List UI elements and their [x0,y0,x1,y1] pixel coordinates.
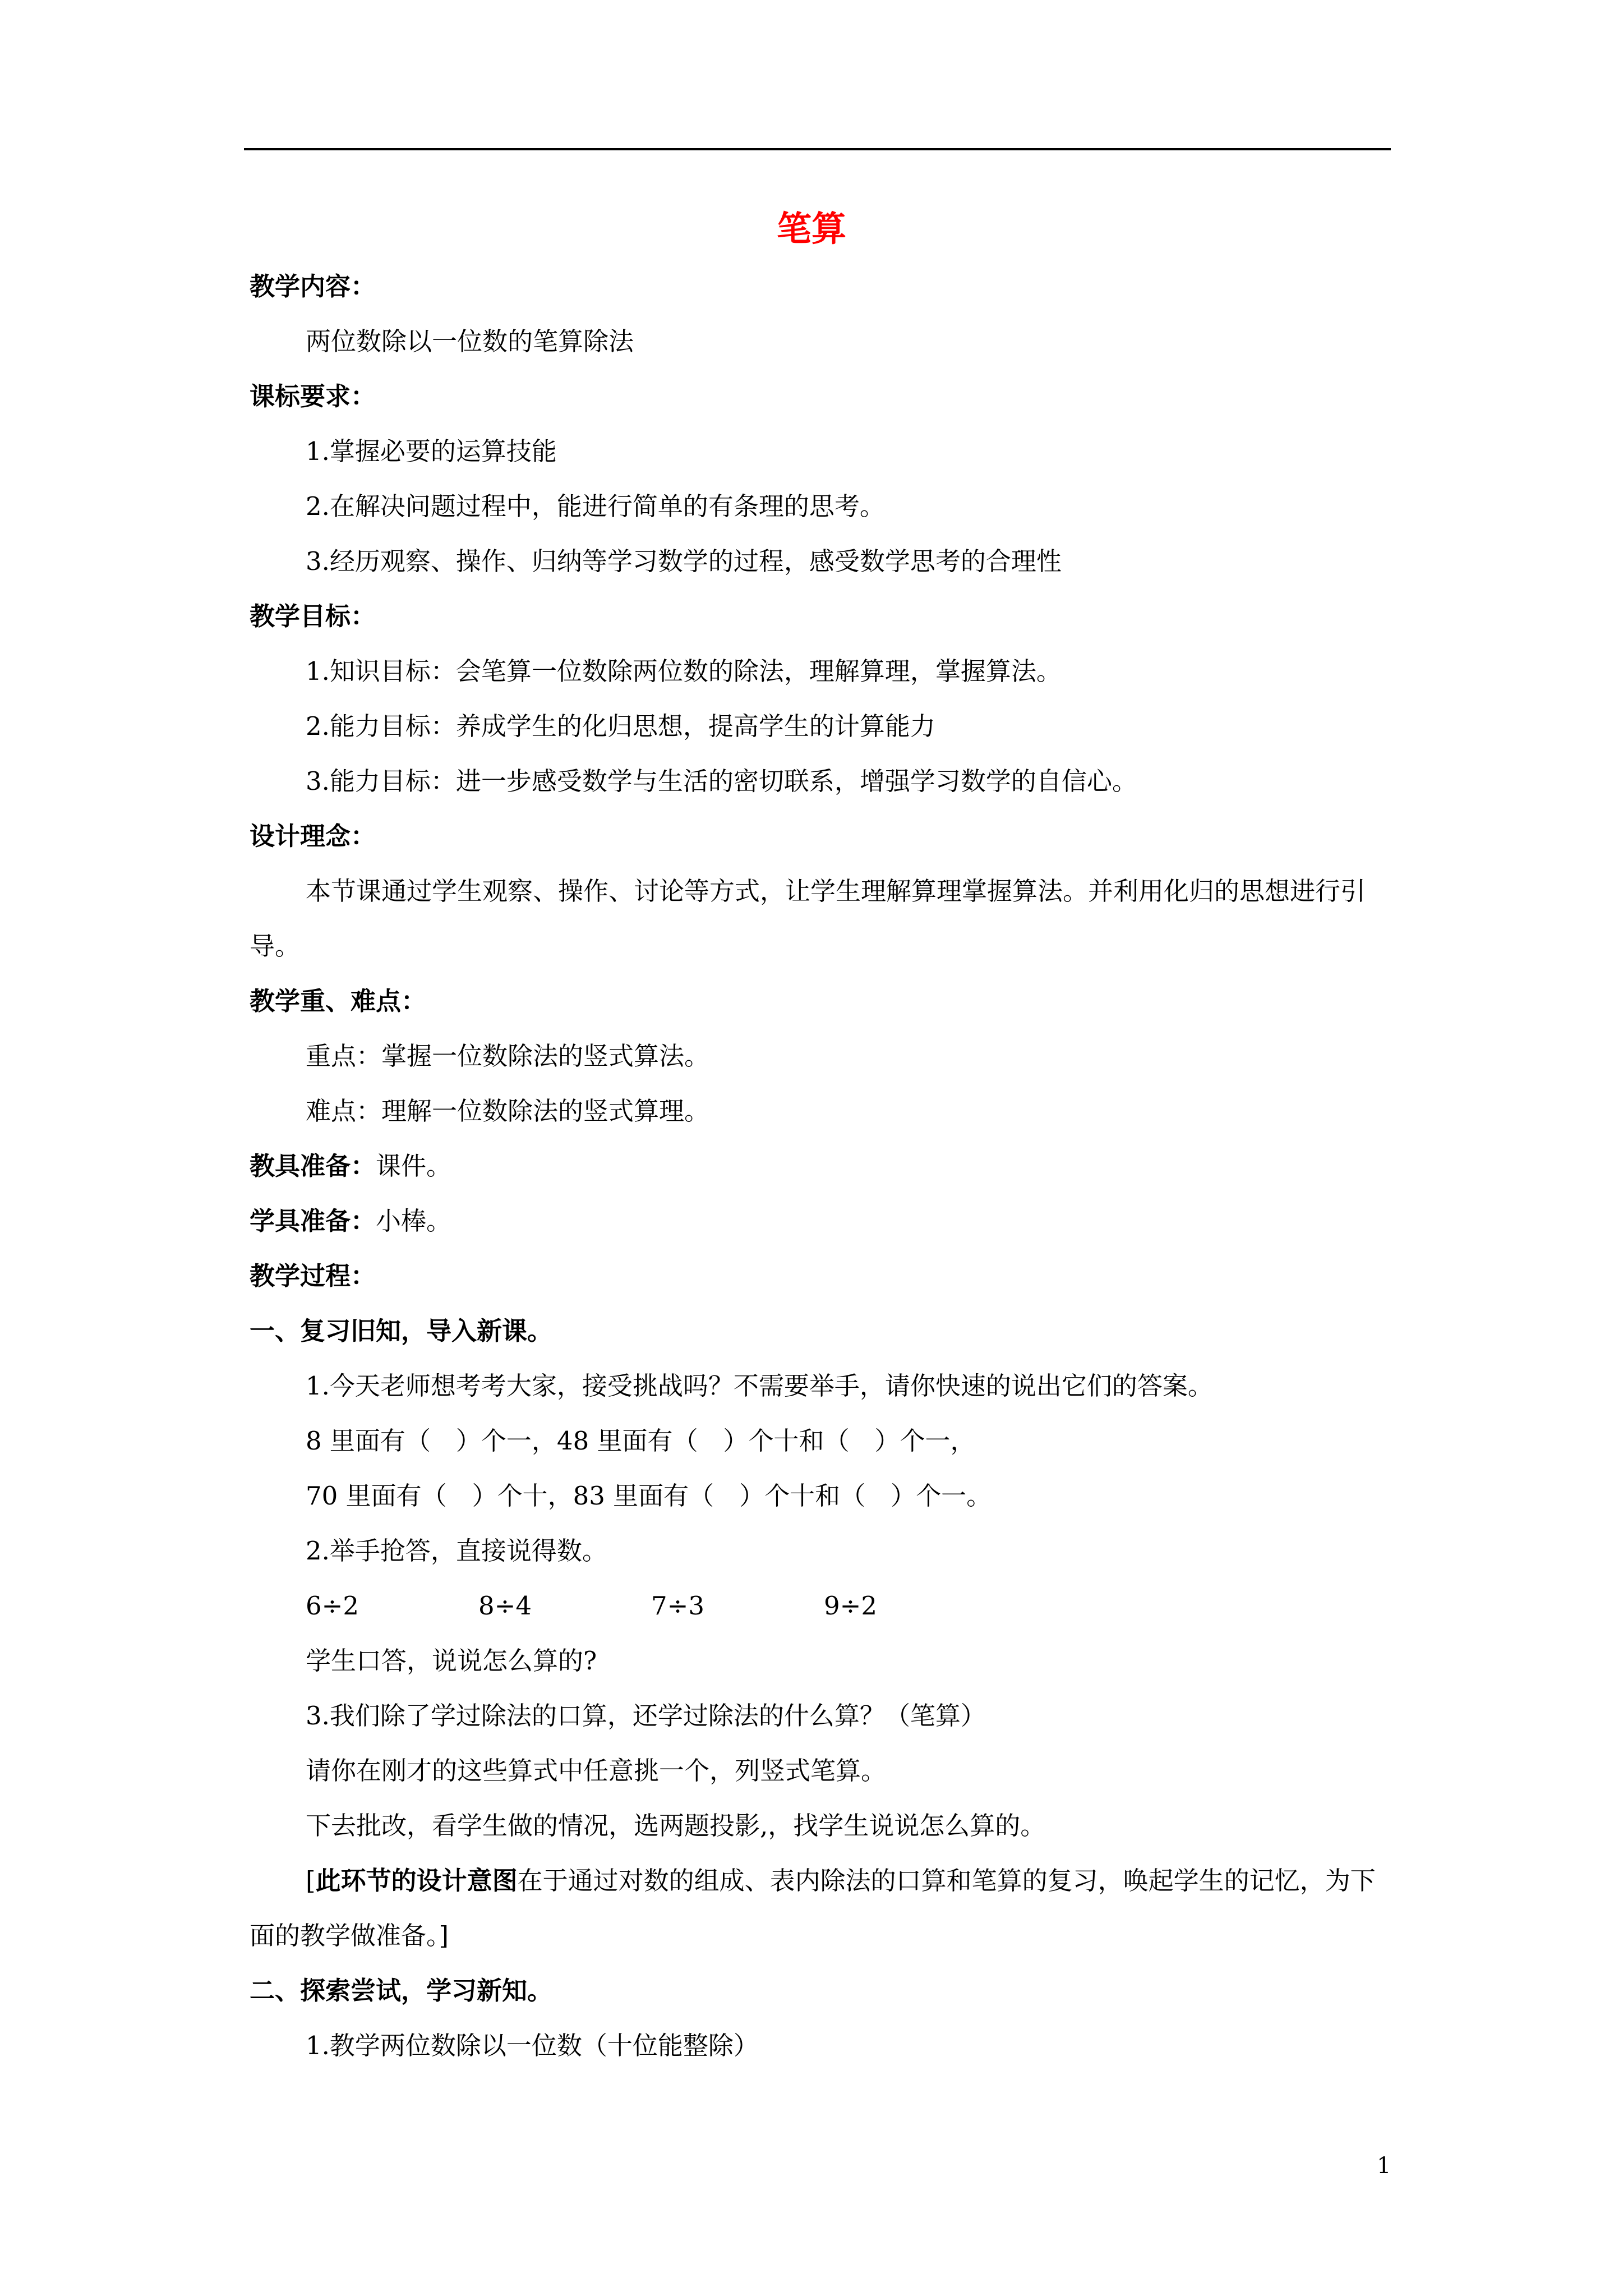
part2-line: 1.教学两位数除以一位数（十位能整除） [306,2031,759,2060]
tool-label: 教具准备： [250,1151,376,1181]
key-item: 重点：掌握一位数除法的竖式算法。 [306,1041,710,1071]
design-note-open: [ [306,1866,316,1895]
part1-line: 70 里面有（ ）个十，83 里面有（ ）个十和（ ）个一。 [306,1481,992,1511]
goal-heading: 教学目标： [250,601,376,631]
header-rule [244,148,1391,150]
tool-line [250,1139,1396,1194]
content-text: 两位数除以一位数的笔算除法 [306,326,634,356]
process-heading: 教学过程： [250,1261,376,1291]
design-note [250,1853,1396,1963]
part2-heading: 二、探索尝试，学习新知。 [250,1976,553,2005]
page-number: 1 [1377,2153,1391,2179]
part1-line: 1.今天老师想考考大家，接受挑战吗？不需要举手，请你快速的说出它们的答案。 [306,1371,1213,1401]
part1-line: 下去批改，看学生做的情况，选两题投影,，找学生说说怎么算的。 [306,1811,1046,1841]
exercise-item: 8÷4 [478,1591,532,1621]
idea-text: 本节课通过学生观察、操作、讨论等方式，让学生理解算理掌握算法。并利用化归的思想进行引导。 [250,876,1366,961]
part1-line: 3.我们除了学过除法的口算，还学过除法的什么算？（笔算） [306,1701,986,1731]
exercise-item: 7÷3 [651,1591,704,1621]
goal-item: 2.能力目标：养成学生的化归思想，提高学生的计算能力 [306,711,935,741]
part1-line: 学生口答，说说怎么算的? [306,1646,597,1676]
document-title: 笔算 [776,208,846,249]
standard-item: 2.在解决问题过程中，能进行简单的有条理的思考。 [306,491,885,521]
part1-heading: 一、复习旧知，导入新课。 [250,1316,553,1346]
part1-line: 2.举手抢答，直接说得数。 [306,1536,607,1566]
standard-item: 1.掌握必要的运算技能 [306,436,557,466]
exercise-item: 6÷2 [306,1591,359,1621]
design-note-text: 在于通过对数的组成、表内除法的口算和笔算的复习，唤起学生的记忆，为下面的教学做准备。] [250,1866,1376,1950]
part1-line: 请你在刚才的这些算式中任意挑一个，列竖式笔算。 [306,1756,887,1786]
tool-value: 课件。 [376,1151,452,1181]
part1-line: 8 里面有（ ）个一，48 里面有（ ）个十和（ ）个一， [306,1426,976,1456]
goal-item: 3.能力目标：进一步感受数学与生活的密切联系，增强学习数学的自信心。 [306,766,1137,796]
key-item: 难点：理解一位数除法的竖式算理。 [306,1096,710,1126]
student-tool-line [250,1194,1396,1249]
standard-heading: 课标要求： [250,381,376,411]
content-heading: 教学内容： [250,272,376,301]
design-note-bold: 此环节的设计意图 [315,1866,518,1895]
idea-heading: 设计理念： [250,821,376,851]
student-tool-value: 小棒。 [376,1206,452,1236]
exercise-row [250,1579,1396,1634]
key-heading: 教学重、难点： [250,986,427,1016]
student-tool-label: 学具准备： [250,1206,376,1236]
standard-item: 3.经历观察、操作、归纳等学习数学的过程，感受数学思考的合理性 [306,546,1062,576]
exercise-item: 9÷2 [824,1591,877,1621]
goal-item: 1.知识目标：会笔算一位数除两位数的除法，理解算理，掌握算法。 [306,656,1062,686]
document-body [250,259,1396,2073]
